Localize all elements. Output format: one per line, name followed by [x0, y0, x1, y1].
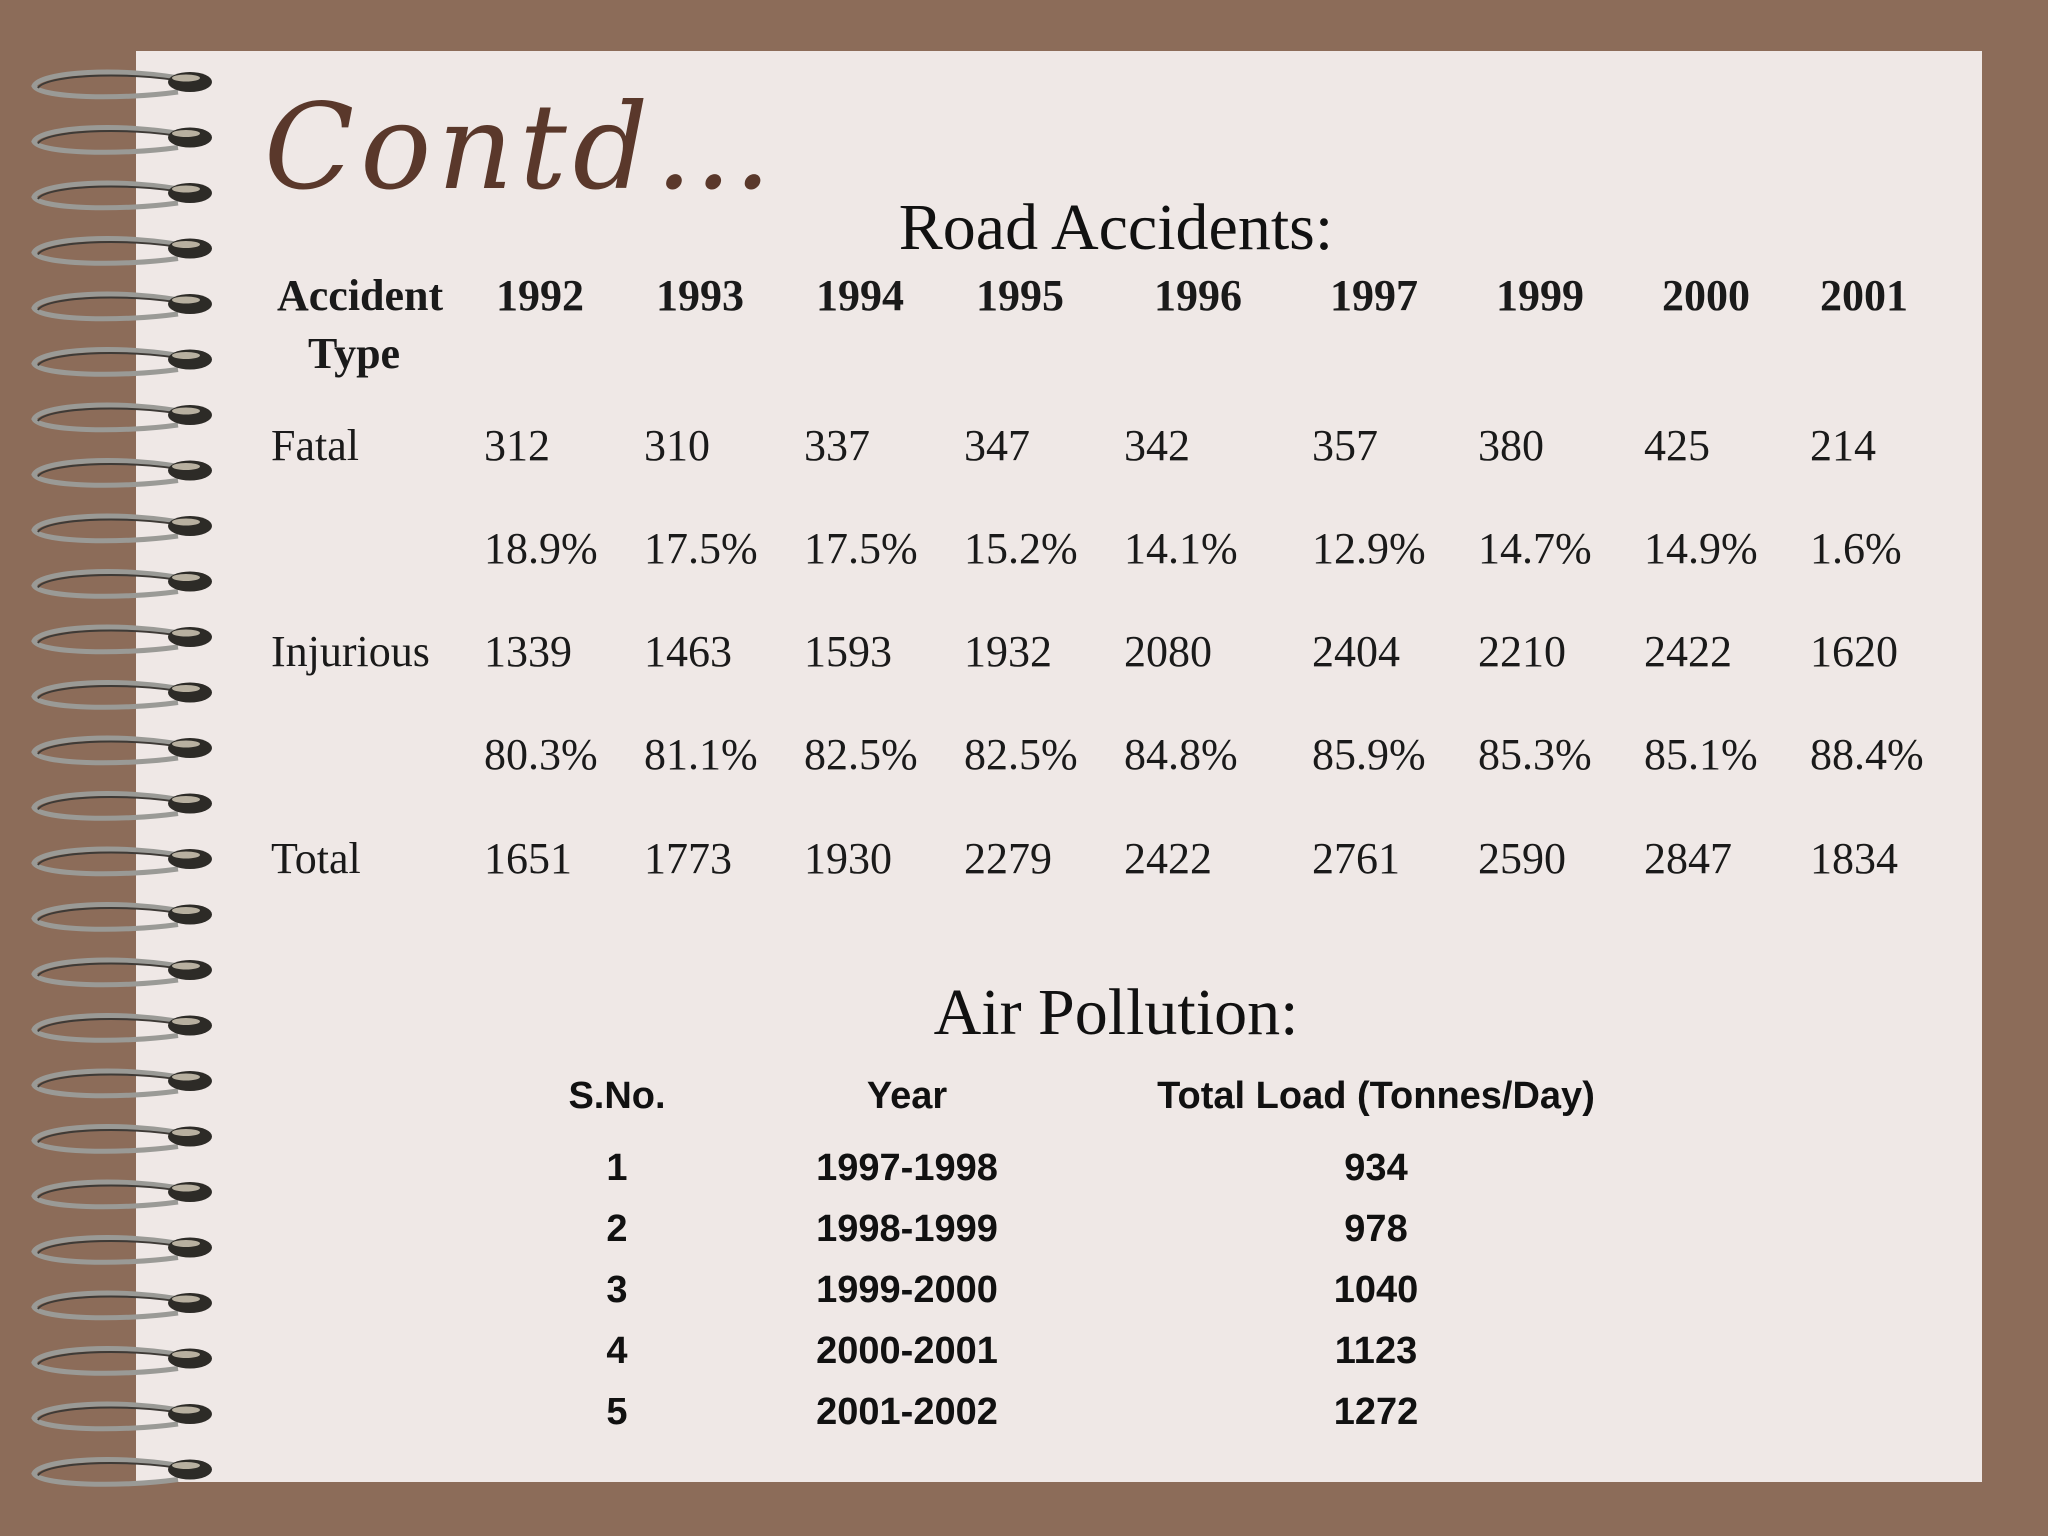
spiral-ring: [34, 738, 212, 763]
table-cell: 80.3%: [484, 730, 598, 779]
year-header: 2001: [1820, 271, 1908, 320]
table-cell: 1.6%: [1810, 524, 1902, 573]
table-cell: 82.5%: [964, 730, 1078, 779]
spiral-ring: [34, 572, 212, 597]
table-cell: 14.7%: [1478, 524, 1592, 573]
table-cell: 85.1%: [1644, 730, 1758, 779]
table-cell: 357: [1312, 421, 1378, 470]
table-cell: 1463: [644, 627, 732, 676]
year-header: 1994: [816, 271, 904, 320]
spiral-ring: [34, 461, 212, 486]
table-cell: 84.8%: [1124, 730, 1238, 779]
table-cell: 2000-2001: [816, 1330, 998, 1372]
spiral-ring: [34, 849, 212, 874]
spiral-ring: [34, 1349, 212, 1374]
table-cell: 81.1%: [644, 730, 758, 779]
spiral-ring: [34, 516, 212, 541]
spiral-ring: [34, 350, 212, 375]
row-label: Total: [271, 834, 361, 883]
table-cell: 85.9%: [1312, 730, 1426, 779]
table-cell: 1999-2000: [816, 1269, 998, 1311]
table-cell: 1: [606, 1147, 628, 1189]
table-cell: 85.3%: [1478, 730, 1592, 779]
table-cell: 1040: [1333, 1269, 1419, 1311]
table-cell: 2279: [964, 834, 1052, 883]
spiral-ring: [34, 1127, 212, 1152]
year-header: 1996: [1154, 271, 1242, 320]
row-label: Fatal: [271, 421, 359, 470]
table-cell: 88.4%: [1810, 730, 1924, 779]
air-pollution-title: Air Pollution:: [933, 976, 1299, 1049]
table-cell: 214: [1810, 421, 1876, 470]
spiral-ring: [34, 683, 212, 708]
spiral-ring: [34, 72, 212, 97]
year-header: 1999: [1496, 271, 1584, 320]
table-cell: 17.5%: [644, 524, 758, 573]
table-cell: 337: [804, 421, 870, 470]
table-cell: 2590: [1478, 834, 1566, 883]
year-header: 1997: [1330, 271, 1418, 320]
table-cell: 312: [484, 421, 550, 470]
table-cell: 1123: [1334, 1330, 1418, 1372]
spiral-ring: [34, 627, 212, 652]
table-cell: 1620: [1810, 627, 1898, 676]
table-cell: 310: [644, 421, 710, 470]
table-cell: 15.2%: [964, 524, 1078, 573]
table-cell: 2210: [1478, 627, 1566, 676]
table-cell: 12.9%: [1312, 524, 1426, 573]
table-cell: 1932: [964, 627, 1052, 676]
table-cell: 2422: [1124, 834, 1212, 883]
spiral-ring: [34, 1238, 212, 1263]
header-accident: Accident: [277, 271, 444, 320]
year-header: 2000: [1662, 271, 1750, 320]
header-sno: S.No.: [568, 1075, 666, 1117]
header-year: Year: [866, 1075, 948, 1117]
spiral-ring: [34, 1293, 212, 1318]
table-cell: 2404: [1312, 627, 1400, 676]
table-cell: 1930: [804, 834, 892, 883]
table-cell: 3: [606, 1269, 628, 1311]
table-cell: 14.9%: [1644, 524, 1758, 573]
table-cell: 380: [1478, 421, 1544, 470]
spiral-ring: [34, 405, 212, 430]
table-cell: 1834: [1810, 834, 1898, 883]
year-header: 1995: [976, 271, 1064, 320]
table-cell: 14.1%: [1124, 524, 1238, 573]
spiral-ring: [34, 1460, 212, 1485]
spiral-ring: [34, 1071, 212, 1096]
row-label: Injurious: [271, 627, 430, 676]
spiral-ring: [34, 294, 212, 319]
table-cell: 2: [606, 1208, 628, 1250]
table-cell: 342: [1124, 421, 1190, 470]
table-cell: 82.5%: [804, 730, 918, 779]
table-cell: 1773: [644, 834, 732, 883]
table-cell: 4: [606, 1330, 628, 1372]
table-cell: 1997-1998: [816, 1147, 998, 1189]
table-cell: 2847: [1644, 834, 1732, 883]
table-cell: 1593: [804, 627, 892, 676]
table-cell: 1339: [484, 627, 572, 676]
spiral-ring: [34, 1404, 212, 1429]
table-cell: 1651: [484, 834, 572, 883]
table-cell: 2001-2002: [816, 1391, 998, 1433]
table-cell: 934: [1344, 1147, 1408, 1189]
table-cell: 1272: [1333, 1391, 1419, 1433]
table-cell: 347: [964, 421, 1030, 470]
header-type: Type: [308, 329, 401, 378]
table-cell: 2080: [1124, 627, 1212, 676]
spiral-ring: [34, 905, 212, 930]
table-cell: 5: [606, 1391, 628, 1433]
year-header: 1992: [496, 271, 584, 320]
table-cell: 17.5%: [804, 524, 918, 573]
table-cell: 1998-1999: [816, 1208, 998, 1250]
table-cell: 425: [1644, 421, 1710, 470]
header-total-load: Total Load (Tonnes/Day): [1157, 1075, 1595, 1117]
table-cell: 2422: [1644, 627, 1732, 676]
spiral-ring: [34, 1182, 212, 1207]
table-cell: 18.9%: [484, 524, 598, 573]
table-cell: 2761: [1312, 834, 1400, 883]
slide-title: Contd…: [264, 78, 779, 216]
road-accidents-title: Road Accidents:: [898, 191, 1334, 264]
table-cell: 978: [1344, 1208, 1408, 1250]
spiral-ring: [34, 128, 212, 153]
spiral-ring: [34, 794, 212, 819]
year-header: 1993: [656, 271, 744, 320]
